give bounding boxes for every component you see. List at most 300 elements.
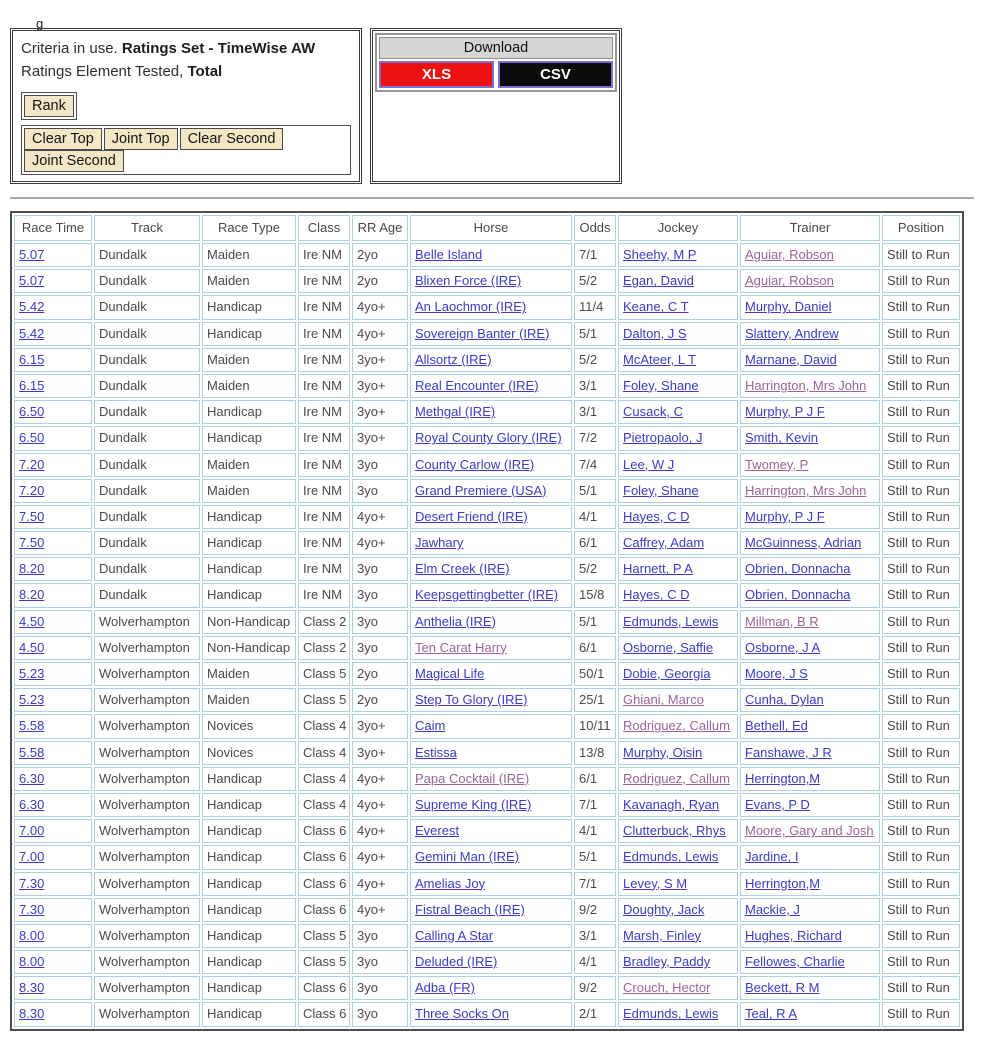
trainer-link[interactable]: Marnane, David (745, 351, 837, 367)
cell-horse (410, 348, 572, 372)
horse-link[interactable]: Gemini Man (IRE) (415, 849, 520, 865)
race-time-link[interactable]: 8.20 (19, 561, 45, 577)
cell-horse (410, 741, 572, 765)
cell-rr-age: 4yo+ (352, 505, 408, 529)
horse-link[interactable]: Magical Life (415, 666, 485, 681)
table-row (14, 295, 960, 319)
cell-race-type: Handicap (202, 845, 296, 869)
trainer-link[interactable]: Teal, R A (745, 1006, 798, 1022)
race-time-link[interactable]: 8.00 (19, 927, 45, 943)
horse-link[interactable]: Allsortz (IRE) (415, 351, 492, 367)
trainer-link[interactable]: Bethell, Ed (745, 718, 808, 734)
cell-odds: 15/8 (574, 583, 616, 607)
cell-race-time (14, 872, 92, 896)
cell-rr-age: 4yo+ (352, 845, 408, 869)
jockey-link[interactable]: Marsh, Finley (623, 927, 702, 943)
cell-track: Dundalk (94, 295, 200, 319)
jockey-link[interactable]: Keane, C T (623, 299, 689, 315)
horse-link[interactable]: Royal County Glory (IRE) (415, 430, 562, 446)
cell-rr-age: 3yo (352, 610, 408, 634)
clear-second-button[interactable]: Clear Second (180, 128, 284, 150)
clipped-text: g (36, 16, 44, 31)
table-row (14, 400, 960, 424)
table-row (14, 662, 960, 686)
race-time-link[interactable]: 7.00 (19, 823, 45, 839)
cell-position: Still to Run (882, 400, 960, 424)
cell-horse (410, 819, 572, 843)
jockey-link[interactable]: Lee, W J (623, 456, 675, 472)
trainer-link[interactable]: Harrington, Mrs John (745, 377, 867, 393)
cell-rr-age: 3yo+ (352, 714, 408, 738)
horse-link[interactable]: Jawhary (415, 535, 464, 551)
cell-track: Wolverhampton (94, 845, 200, 869)
cell-track: Wolverhampton (94, 819, 200, 843)
horse-link[interactable]: Everest (415, 823, 460, 839)
race-time-link[interactable]: 5.23 (19, 666, 45, 681)
cell-position: Still to Run (882, 479, 960, 503)
trainer-link[interactable]: Harrington, Mrs John (745, 482, 867, 498)
horse-link[interactable]: Methgal (IRE) (415, 404, 496, 420)
cell-horse (410, 269, 572, 293)
cell-race-time (14, 741, 92, 765)
criteria-element-value: Total (187, 62, 223, 80)
column-header-rr-age: RR Age (352, 215, 408, 241)
race-time-link[interactable]: 7.20 (19, 456, 45, 472)
table-row (14, 531, 960, 555)
cell-rr-age: 3yo (352, 924, 408, 948)
cell-horse (410, 295, 572, 319)
horse-link[interactable]: Keepsgettingbetter (IRE) (415, 587, 559, 603)
cell-rr-age: 2yo (352, 662, 408, 686)
cell-position: Still to Run (882, 322, 960, 346)
cell-horse (410, 1002, 572, 1026)
table-row (14, 348, 960, 372)
cell-position: Still to Run (882, 898, 960, 922)
cell-trainer (740, 636, 880, 660)
race-time-link[interactable]: 7.50 (19, 508, 45, 524)
cell-race-type: Handicap (202, 924, 296, 948)
table-row (14, 872, 960, 896)
cell-rr-age: 4yo+ (352, 295, 408, 319)
jockey-link[interactable]: Levey, S M (623, 875, 688, 891)
cell-horse (410, 426, 572, 450)
trainer-link[interactable]: Obrien, Donnacha (745, 561, 851, 577)
cell-trainer (740, 348, 880, 372)
jockey-link[interactable]: Bradley, Paddy (623, 954, 711, 970)
trainer-link[interactable]: Millman, B R (745, 613, 819, 629)
cell-odds: 5/1 (574, 845, 616, 869)
cell-odds: 13/8 (574, 741, 616, 765)
horse-link[interactable]: Deluded (IRE) (415, 954, 498, 970)
race-time-link[interactable]: 5.07 (19, 247, 45, 262)
cell-odds: 6/1 (574, 636, 616, 660)
cell-position: Still to Run (882, 924, 960, 948)
cell-horse (410, 767, 572, 791)
cell-track: Wolverhampton (94, 950, 200, 974)
cell-jockey (618, 348, 738, 372)
race-time-link[interactable]: 6.15 (19, 377, 45, 393)
jockey-link[interactable]: Sheehy, M P (623, 247, 697, 262)
cell-class: Class 2 (298, 610, 350, 634)
jockey-link[interactable]: Pietropaolo, J (623, 430, 703, 446)
cell-race-time (14, 819, 92, 843)
cell-trainer (740, 531, 880, 555)
cell-position: Still to Run (882, 636, 960, 660)
cell-position: Still to Run (882, 583, 960, 607)
horse-link[interactable]: An Laochmor (IRE) (415, 299, 527, 315)
criteria-ratings-set: Ratings Set - TimeWise AW (121, 40, 316, 57)
column-header-class: Class (298, 215, 350, 241)
trainer-link[interactable]: Hughes, Richard (745, 927, 842, 943)
cell-race-time (14, 636, 92, 660)
trainer-link[interactable]: Murphy, P J F (745, 508, 825, 524)
jockey-link[interactable]: Murphy, Oisin (623, 744, 703, 760)
horse-link[interactable]: Amelias Joy (415, 875, 486, 891)
cell-horse (410, 976, 572, 1000)
horse-link[interactable]: Desert Friend (IRE) (415, 508, 528, 524)
cell-rr-age: 4yo+ (352, 767, 408, 791)
horse-link[interactable]: Fistral Beach (IRE) (415, 901, 525, 917)
race-time-link[interactable]: 5.23 (19, 692, 45, 708)
cell-horse (410, 583, 572, 607)
cell-odds: 10/11 (574, 714, 616, 738)
trainer-link[interactable]: Herrington,M (745, 875, 821, 891)
cell-trainer (740, 610, 880, 634)
cell-class: Ire NM (298, 453, 350, 477)
race-time-link[interactable]: 6.30 (19, 770, 45, 786)
jockey-link[interactable]: Osborne, Saffie (623, 639, 714, 655)
cell-horse (410, 505, 572, 529)
cell-rr-age: 3yo (352, 1002, 408, 1026)
horse-link[interactable]: Grand Premiere (USA) (415, 482, 547, 498)
cell-jockey (618, 688, 738, 712)
table-row (14, 688, 960, 712)
clear-top-button[interactable]: Clear Top (24, 128, 102, 150)
cell-position: Still to Run (882, 243, 960, 267)
horse-link[interactable]: Blixen Force (IRE) (415, 273, 522, 289)
cell-track: Wolverhampton (94, 793, 200, 817)
horse-link[interactable]: Ten Carat Harry (415, 639, 507, 655)
race-time-link[interactable]: 5.42 (19, 325, 45, 341)
cell-class: Class 6 (298, 845, 350, 869)
trainer-link[interactable]: Moore, J S (745, 666, 808, 681)
cell-class: Ire NM (298, 557, 350, 581)
cell-trainer (740, 1002, 880, 1026)
cell-rr-age: 3yo (352, 453, 408, 477)
jockey-link[interactable]: Kavanagh, Ryan (623, 796, 720, 812)
column-header-trainer: Trainer (740, 215, 880, 241)
cell-track: Wolverhampton (94, 636, 200, 660)
cell-jockey (618, 898, 738, 922)
cell-jockey (618, 767, 738, 791)
cell-class: Class 5 (298, 688, 350, 712)
race-time-link[interactable]: 8.30 (19, 980, 45, 996)
race-time-link[interactable]: 5.42 (19, 299, 45, 315)
cell-race-type: Handicap (202, 295, 296, 319)
cell-class: Ire NM (298, 531, 350, 555)
cell-track: Dundalk (94, 269, 200, 293)
cell-track: Dundalk (94, 348, 200, 372)
race-time-link[interactable]: 8.00 (19, 954, 45, 970)
horse-link[interactable]: Calling A Star (415, 927, 494, 943)
trainer-link[interactable]: Beckett, R M (745, 980, 820, 996)
cell-class: Class 5 (298, 662, 350, 686)
cell-horse (410, 662, 572, 686)
race-time-link[interactable]: 7.00 (19, 849, 45, 865)
cell-odds: 5/1 (574, 479, 616, 503)
table-header-row (14, 215, 960, 241)
cell-race-type: Handicap (202, 793, 296, 817)
trainer-link[interactable]: Cunha, Dylan (745, 692, 824, 708)
jockey-link[interactable]: Edmunds, Lewis (623, 613, 719, 629)
cell-rr-age: 4yo+ (352, 793, 408, 817)
jockey-link[interactable]: Crouch, Hector (623, 980, 711, 996)
cell-race-time (14, 583, 92, 607)
cell-race-time (14, 348, 92, 372)
download-csv-button[interactable]: CSV (498, 61, 613, 88)
cell-race-type: Maiden (202, 662, 296, 686)
cell-position: Still to Run (882, 741, 960, 765)
trainer-link[interactable]: Aguiar, Robson (745, 247, 834, 262)
column-header-track: Track (94, 215, 200, 241)
cell-horse (410, 636, 572, 660)
cell-jockey (618, 453, 738, 477)
race-time-link[interactable]: 7.30 (19, 875, 45, 891)
rank-button[interactable]: Rank (24, 95, 74, 117)
cell-race-time (14, 898, 92, 922)
trainer-link[interactable]: Mackie, J (745, 901, 800, 917)
cell-race-time (14, 400, 92, 424)
cell-trainer (740, 662, 880, 686)
horse-link[interactable]: Sovereign Banter (IRE) (415, 325, 550, 341)
trainer-link[interactable]: Aguiar, Robson (745, 273, 834, 289)
trainer-link[interactable]: Evans, P D (745, 796, 810, 812)
cell-class: Class 6 (298, 898, 350, 922)
race-time-link[interactable]: 6.50 (19, 430, 45, 446)
table-row (14, 819, 960, 843)
jockey-link[interactable]: Clutterbuck, Rhys (623, 823, 726, 839)
table-row (14, 976, 960, 1000)
cell-rr-age: 4yo+ (352, 898, 408, 922)
race-table-body (14, 243, 960, 1027)
download-xls-button[interactable]: XLS (379, 61, 494, 88)
cell-rr-age: 2yo (352, 688, 408, 712)
cell-position: Still to Run (882, 426, 960, 450)
cell-class: Ire NM (298, 426, 350, 450)
cell-track: Dundalk (94, 243, 200, 267)
cell-jockey (618, 924, 738, 948)
race-time-link[interactable]: 5.58 (19, 718, 45, 734)
cell-class: Class 4 (298, 714, 350, 738)
cell-rr-age: 3yo (352, 976, 408, 1000)
cell-track: Dundalk (94, 374, 200, 398)
table-row (14, 845, 960, 869)
jockey-link[interactable]: Doughty, Jack (623, 901, 705, 917)
cell-race-type: Maiden (202, 479, 296, 503)
race-time-link[interactable]: 4.50 (19, 613, 45, 629)
jockey-link[interactable]: Edmunds, Lewis (623, 1006, 719, 1022)
cell-position: Still to Run (882, 976, 960, 1000)
cell-race-time (14, 479, 92, 503)
jockey-link[interactable]: McAteer, L T (623, 351, 696, 367)
trainer-link[interactable]: Twomey, P (745, 456, 809, 472)
race-time-link[interactable]: 6.50 (19, 404, 45, 420)
horse-link[interactable]: Three Socks On (415, 1006, 509, 1022)
trainer-link[interactable]: Herrington,M (745, 770, 821, 786)
jockey-link[interactable]: Edmunds, Lewis (623, 849, 719, 865)
cell-odds: 4/1 (574, 819, 616, 843)
table-row (14, 636, 960, 660)
cell-odds: 25/1 (574, 688, 616, 712)
cell-track: Wolverhampton (94, 976, 200, 1000)
jockey-link[interactable]: Rodriguez, Callum (623, 718, 730, 734)
horse-link[interactable]: County Carlow (IRE) (415, 456, 535, 472)
cell-odds: 5/2 (574, 557, 616, 581)
cell-position: Still to Run (882, 688, 960, 712)
cell-odds: 9/2 (574, 976, 616, 1000)
cell-race-type: Novices (202, 714, 296, 738)
cell-jockey (618, 741, 738, 765)
jockey-link[interactable]: Hayes, C D (623, 508, 690, 524)
race-time-link[interactable]: 7.30 (19, 901, 45, 917)
race-time-link[interactable]: 6.15 (19, 351, 45, 367)
horse-link[interactable]: Caim (415, 718, 446, 734)
rank-button-frame (21, 92, 77, 120)
jockey-link[interactable]: Dobie, Georgia (623, 666, 711, 681)
horse-link[interactable]: Belle Island (415, 247, 483, 262)
cell-race-type: Handicap (202, 557, 296, 581)
cell-jockey (618, 426, 738, 450)
cell-odds: 7/4 (574, 453, 616, 477)
cell-race-time (14, 793, 92, 817)
cell-odds: 5/1 (574, 322, 616, 346)
horse-link[interactable]: Adba (FR) (415, 980, 475, 996)
table-row (14, 767, 960, 791)
cell-rr-age: 4yo+ (352, 872, 408, 896)
trainer-link[interactable]: Murphy, Daniel (745, 299, 832, 315)
cell-trainer (740, 845, 880, 869)
trainer-link[interactable]: Fanshawe, J R (745, 744, 832, 760)
cell-horse (410, 243, 572, 267)
race-time-link[interactable]: 4.50 (19, 639, 45, 655)
cell-odds: 7/1 (574, 793, 616, 817)
trainer-link[interactable]: Slattery, Andrew (745, 325, 839, 341)
cell-race-time (14, 269, 92, 293)
cell-trainer (740, 322, 880, 346)
race-time-link[interactable]: 6.30 (19, 796, 45, 812)
cell-trainer (740, 243, 880, 267)
trainer-link[interactable]: McGuinness, Adrian (745, 535, 862, 551)
horse-link[interactable]: Papa Cocktail (IRE) (415, 770, 530, 786)
trainer-link[interactable]: Smith, Kevin (745, 430, 818, 446)
race-time-link[interactable]: 7.50 (19, 535, 45, 551)
jockey-link[interactable]: Foley, Shane (623, 377, 699, 393)
horse-link[interactable]: Elm Creek (IRE) (415, 561, 510, 577)
cell-odds: 9/2 (574, 898, 616, 922)
cell-race-type: Handicap (202, 950, 296, 974)
joint-second-button[interactable]: Joint Second (24, 150, 124, 172)
jockey-link[interactable]: Dalton, J S (623, 325, 687, 341)
horse-link[interactable]: Supreme King (IRE) (415, 796, 532, 812)
cell-track: Wolverhampton (94, 688, 200, 712)
table-row (14, 741, 960, 765)
cell-trainer (740, 688, 880, 712)
table-row (14, 322, 960, 346)
cell-trainer (740, 741, 880, 765)
cell-track: Wolverhampton (94, 714, 200, 738)
cell-race-time (14, 976, 92, 1000)
race-time-link[interactable]: 5.07 (19, 273, 45, 289)
cell-jockey (618, 295, 738, 319)
criteria-text (21, 38, 351, 83)
cell-rr-age: 3yo+ (352, 741, 408, 765)
race-time-link[interactable]: 8.30 (19, 1006, 45, 1022)
cell-trainer (740, 479, 880, 503)
jockey-link[interactable]: Harnett, P A (623, 561, 693, 577)
trainer-link[interactable]: Obrien, Donnacha (745, 587, 851, 603)
jockey-link[interactable]: Caffrey, Adam (623, 535, 705, 551)
criteria-element-label: Ratings Element Tested, (21, 62, 188, 80)
cell-jockey (618, 636, 738, 660)
cell-position: Still to Run (882, 531, 960, 555)
table-row (14, 557, 960, 581)
trainer-link[interactable]: Jardine, I (745, 849, 799, 865)
horse-link[interactable]: Real Encounter (IRE) (415, 377, 539, 393)
cell-race-type: Handicap (202, 1002, 296, 1026)
jockey-link[interactable]: Ghiani, Marco (623, 692, 704, 708)
cell-jockey (618, 662, 738, 686)
jockey-link[interactable]: Cusack, C (623, 404, 683, 420)
cell-class: Class 6 (298, 819, 350, 843)
race-time-link[interactable]: 8.20 (19, 587, 45, 603)
jockey-link[interactable]: Rodriguez, Callum (623, 770, 730, 786)
cell-position: Still to Run (882, 793, 960, 817)
cell-odds: 6/1 (574, 767, 616, 791)
cell-class: Ire NM (298, 400, 350, 424)
cell-race-type: Handicap (202, 400, 296, 424)
race-time-link[interactable]: 5.58 (19, 744, 45, 760)
jockey-link[interactable]: Egan, David (623, 273, 694, 289)
cell-position: Still to Run (882, 872, 960, 896)
trainer-link[interactable]: Murphy, P J F (745, 404, 825, 420)
cell-track: Wolverhampton (94, 662, 200, 686)
horse-link[interactable]: Anthelia (IRE) (415, 613, 496, 629)
cell-horse (410, 793, 572, 817)
cell-rr-age: 3yo (352, 557, 408, 581)
table-row (14, 269, 960, 293)
jockey-link[interactable]: Hayes, C D (623, 587, 690, 603)
cell-race-type: Handicap (202, 767, 296, 791)
cell-position: Still to Run (882, 610, 960, 634)
table-row (14, 924, 960, 948)
cell-class: Ire NM (298, 505, 350, 529)
trainer-link[interactable]: Osborne, J A (745, 639, 821, 655)
race-time-link[interactable]: 7.20 (19, 482, 45, 498)
jockey-link[interactable]: Foley, Shane (623, 482, 699, 498)
horse-link[interactable]: Step To Glory (IRE) (415, 692, 528, 708)
cell-trainer (740, 269, 880, 293)
horse-link[interactable]: Estissa (415, 744, 457, 760)
cell-position: Still to Run (882, 505, 960, 529)
joint-top-button[interactable]: Joint Top (104, 128, 178, 150)
cell-race-type: Maiden (202, 453, 296, 477)
cell-race-type: Handicap (202, 322, 296, 346)
trainer-link[interactable]: Fellowes, Charlie (745, 954, 845, 970)
trainer-link[interactable]: Moore, Gary and Josh (745, 823, 874, 839)
cell-race-time (14, 950, 92, 974)
cell-odds: 5/1 (574, 610, 616, 634)
cell-race-time (14, 610, 92, 634)
